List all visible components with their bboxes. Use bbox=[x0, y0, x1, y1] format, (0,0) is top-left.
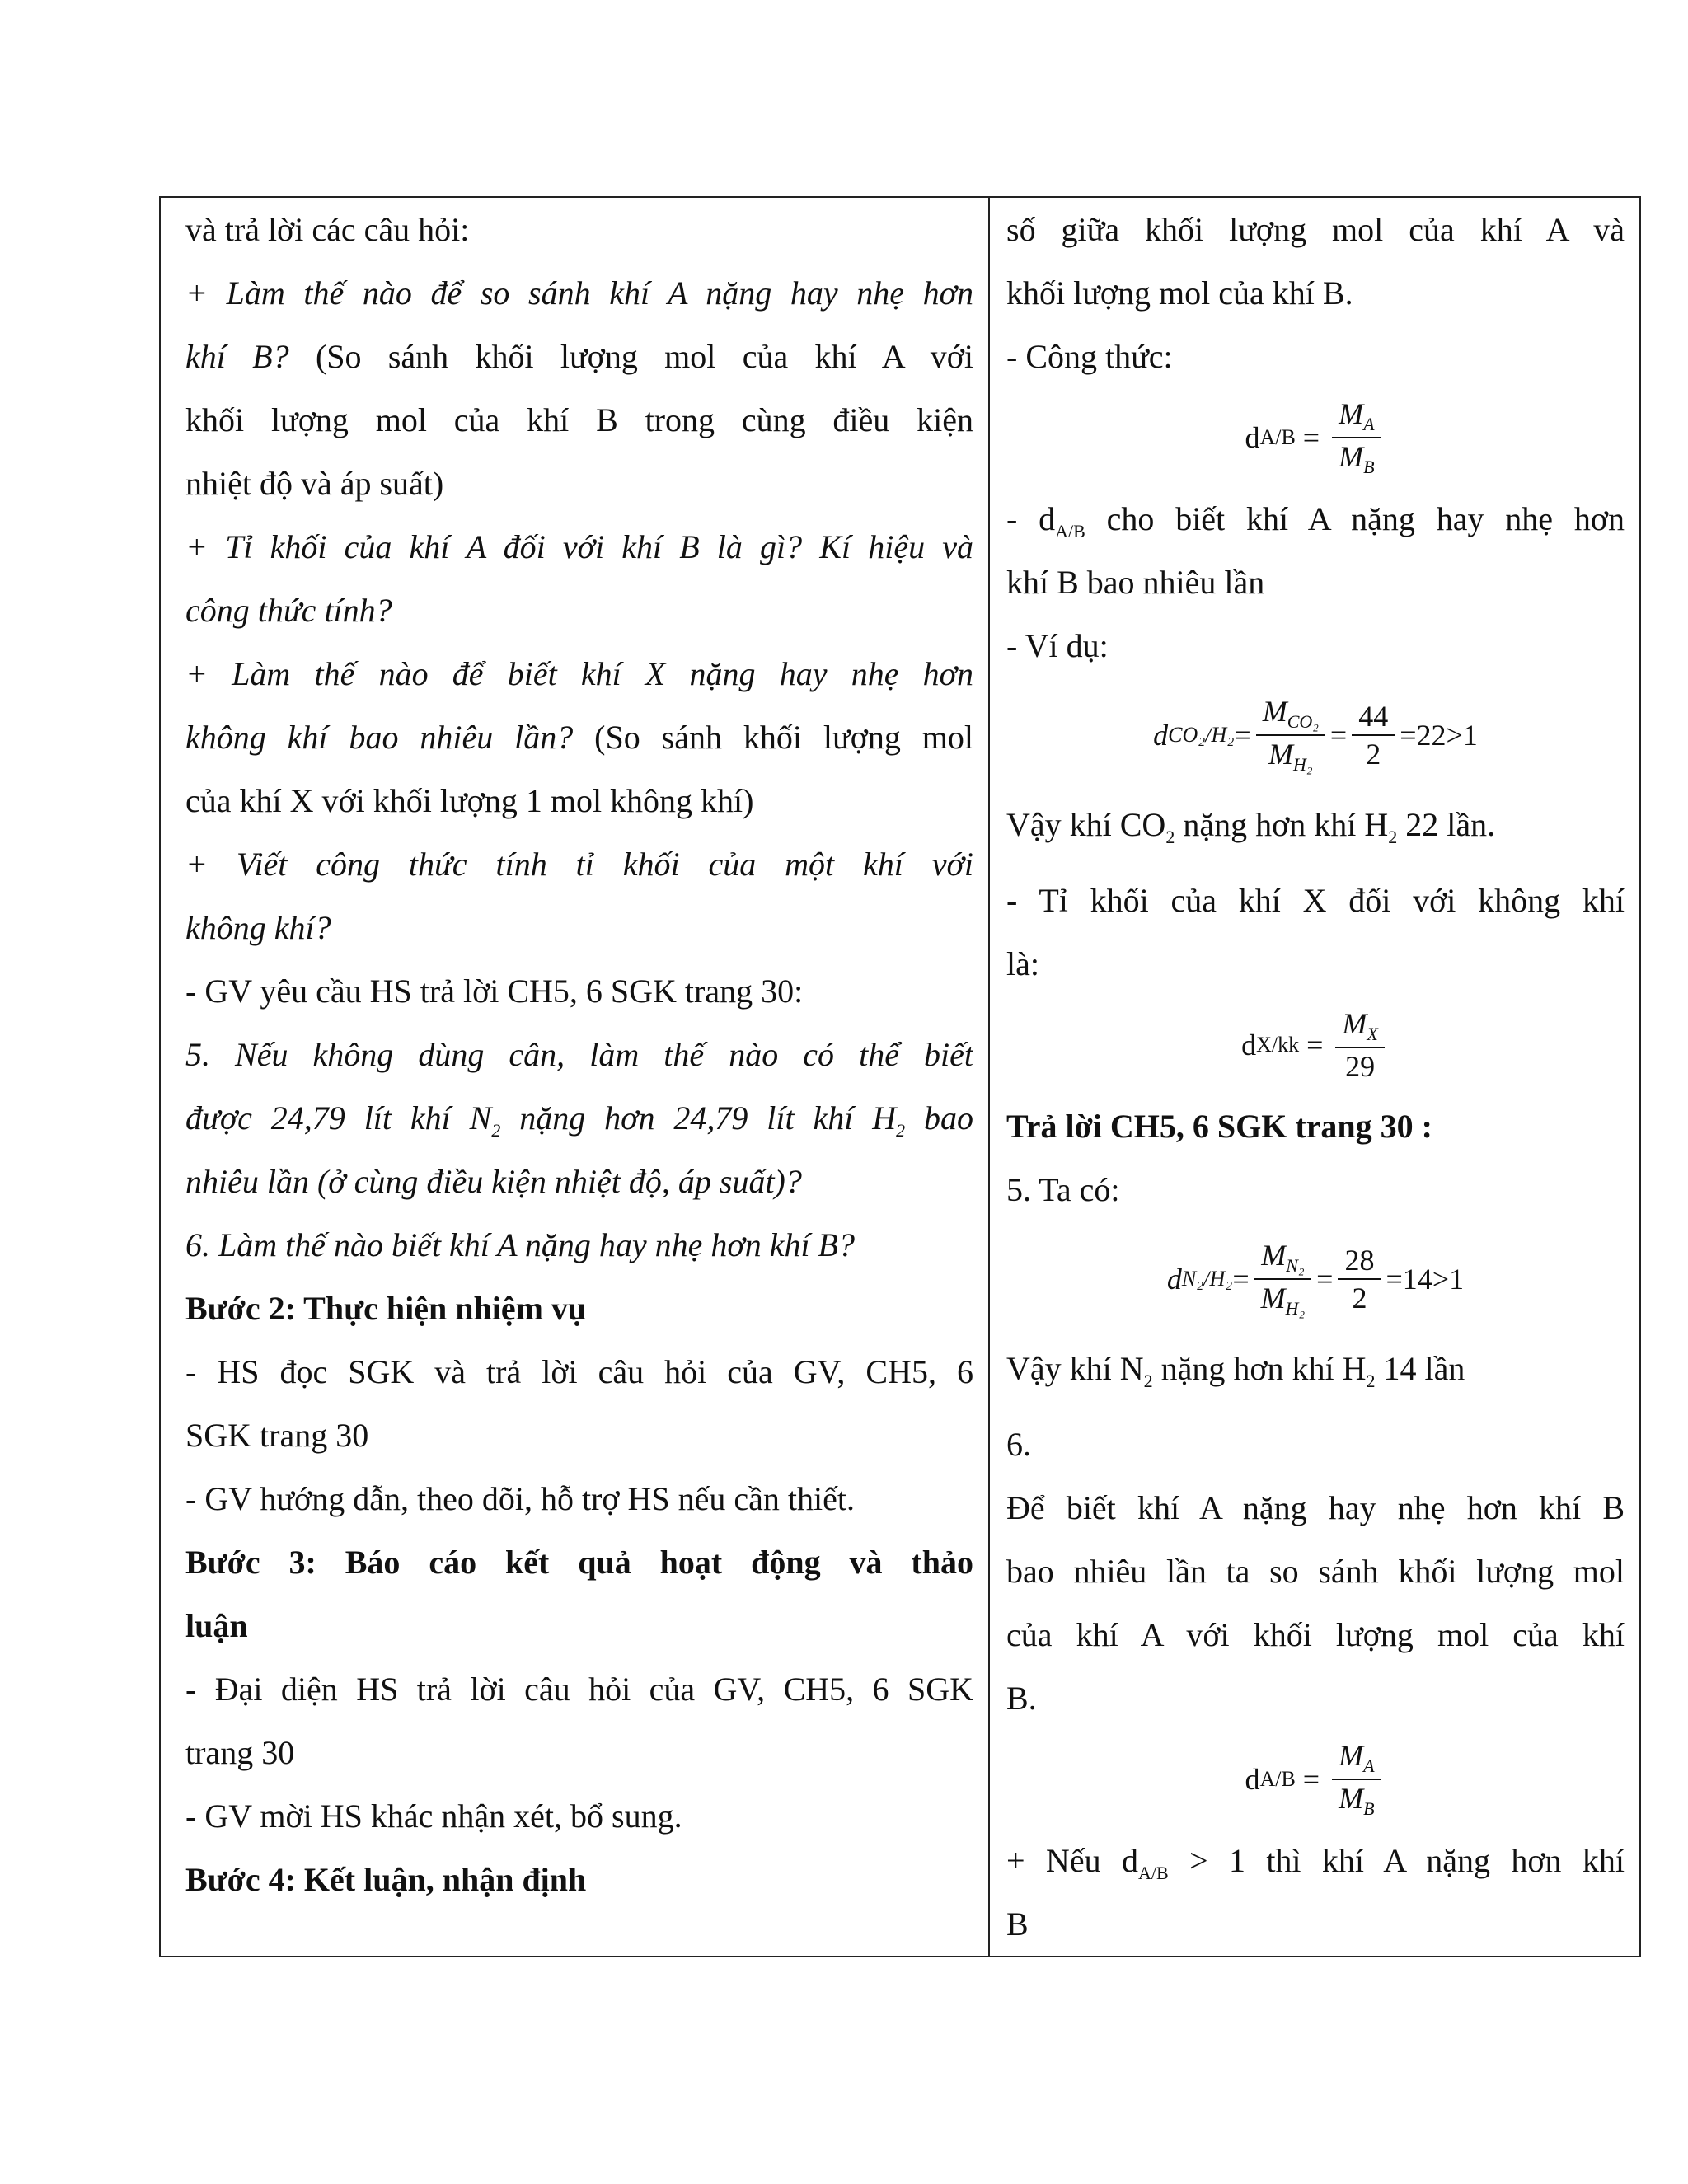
text-line: Vậy khí $CO_2$ nặng hơn khí $H_2$ 22 lần. bbox=[1006, 806, 1496, 847]
text-line: khối lượng mol của khí B trong cùng điều kiện bbox=[185, 401, 973, 438]
step-heading: Bước 2: Thực hiện nhiệm vụ bbox=[185, 1290, 587, 1327]
formula-co2-example: d CO₂/H₂ = $\frac{M_{CO_2}}{M_{H_2}}$ = $\frac{44}{2}$ =22>1 bbox=[1153, 694, 1478, 776]
formula-n2-example: d N₂/H₂ = $\frac{M_{N_2}}{M_{H_2}}$ = $\frac{28}{2}$ =14>1 bbox=[1166, 1238, 1465, 1319]
formula-relative-density-repeat: d A/B = $\frac{M_A}{M_B}$ bbox=[1006, 1730, 1625, 1829]
table-row bbox=[160, 197, 1640, 1957]
text-line: - Công thức: bbox=[1006, 338, 1173, 375]
question-line: + Tỉ khối của khí A đối với khí B là gì? Kí hiệu và bbox=[185, 528, 973, 565]
text-line: - GV mời HS khác nhận xét, bổ sung. bbox=[185, 1797, 682, 1835]
text-line: số giữa khối lượng mol của khí A và bbox=[1006, 211, 1625, 248]
activity-column bbox=[160, 197, 989, 1957]
text-line: - $d_{A/B}$ cho biết khí A nặng hay nhẹ hơn bbox=[1006, 500, 1625, 541]
answer-heading: Trả lời CH5, 6 SGK trang 30 : bbox=[1006, 1108, 1432, 1145]
step-heading: luận bbox=[185, 1607, 248, 1644]
text-line: SGK trang 30 bbox=[185, 1417, 369, 1454]
text-line: bao nhiêu lần ta so sánh khối lượng mol bbox=[1006, 1553, 1625, 1590]
text-line: - Tỉ khối của khí X đối với không khí bbox=[1006, 882, 1625, 919]
text-line: và trả lời các câu hỏi: bbox=[185, 211, 470, 248]
spacer bbox=[185, 1911, 973, 1944]
text-line: của khí X với khối lượng 1 mol không khí) bbox=[185, 782, 754, 819]
text-line: B. bbox=[1006, 1680, 1037, 1717]
text-line: của khí A với khối lượng mol của khí bbox=[1006, 1616, 1625, 1653]
text-line: 5. Ta có: bbox=[1006, 1171, 1120, 1208]
text-line: Để biết khí A nặng hay nhẹ hơn khí B bbox=[1006, 1489, 1625, 1526]
text-line: khí B bao nhiêu lần bbox=[1006, 564, 1265, 601]
question-line: + Làm thế nào để biết khí X nặng hay nhẹ hơn bbox=[185, 655, 973, 692]
text-line: Vậy khí $N_2$ nặng hơn khí $H_2$ 14 lần bbox=[1006, 1350, 1465, 1391]
text-line: - HS đọc SGK và trả lời câu hỏi của GV, CH5, 6 bbox=[185, 1353, 973, 1390]
text-line: - Đại diện HS trả lời câu hỏi của GV, CH5, 6 SGK bbox=[185, 1671, 973, 1708]
question-line: không khí? bbox=[185, 909, 331, 946]
text-line: - GV hướng dẫn, theo dõi, hỗ trợ HS nếu cần thiết. bbox=[185, 1480, 856, 1517]
text-line: nhiệt độ và áp suất) bbox=[185, 465, 444, 502]
text-line: trang 30 bbox=[185, 1734, 295, 1771]
step-heading: Bước 4: Kết luận, nhận định bbox=[185, 1861, 587, 1898]
question-line: không khí bao nhiêu lần? (So sánh khối lượng mol bbox=[185, 719, 973, 756]
text-line: B bbox=[1006, 1905, 1029, 1943]
question-line: 6. Làm thế nào biết khí A nặng hay nhẹ hơn khí B? bbox=[185, 1226, 855, 1263]
question-line: 5. Nếu không dùng cân, làm thế nào có thể biết bbox=[185, 1036, 973, 1073]
question-line: công thức tính? bbox=[185, 592, 392, 629]
lesson-table bbox=[159, 196, 1641, 1957]
question-line: + Viết công thức tính tỉ khối của một khí với bbox=[185, 846, 973, 883]
text-line: - Ví dụ: bbox=[1006, 627, 1109, 664]
question-line: + Làm thế nào để so sánh khí A nặng hay nhẹ hơn bbox=[185, 274, 973, 312]
question-line: nhiêu lần (ở cùng điều kiện nhiệt độ, áp suất)? bbox=[185, 1163, 802, 1200]
text-line: khối lượng mol của khí B. bbox=[1006, 274, 1353, 312]
text-line: là: bbox=[1006, 945, 1039, 982]
formula-air-density: d X/kk = $\frac{M_X}{29}$ bbox=[1006, 996, 1625, 1094]
question-line: khí B? (So sánh khối lượng mol của khí A với bbox=[185, 338, 973, 375]
text-line: 6. bbox=[1006, 1426, 1031, 1463]
question-line: được 24,79 lít khí $N_2$ nặng hơn 24,79 lít khí $H_2$ bao bbox=[185, 1099, 973, 1141]
text-line: + Nếu $d_{A/B} > 1$ thì khí A nặng hơn khí bbox=[1006, 1842, 1625, 1883]
step-heading: Bước 3: Báo cáo kết quả hoạt động và thảo bbox=[185, 1544, 973, 1581]
formula-relative-density: d A/B = $\frac{M_A}{M_B}$ bbox=[1006, 388, 1625, 487]
text-line: - GV yêu cầu HS trả lời CH5, 6 SGK trang 30: bbox=[185, 972, 804, 1010]
content-column bbox=[989, 197, 1640, 1957]
